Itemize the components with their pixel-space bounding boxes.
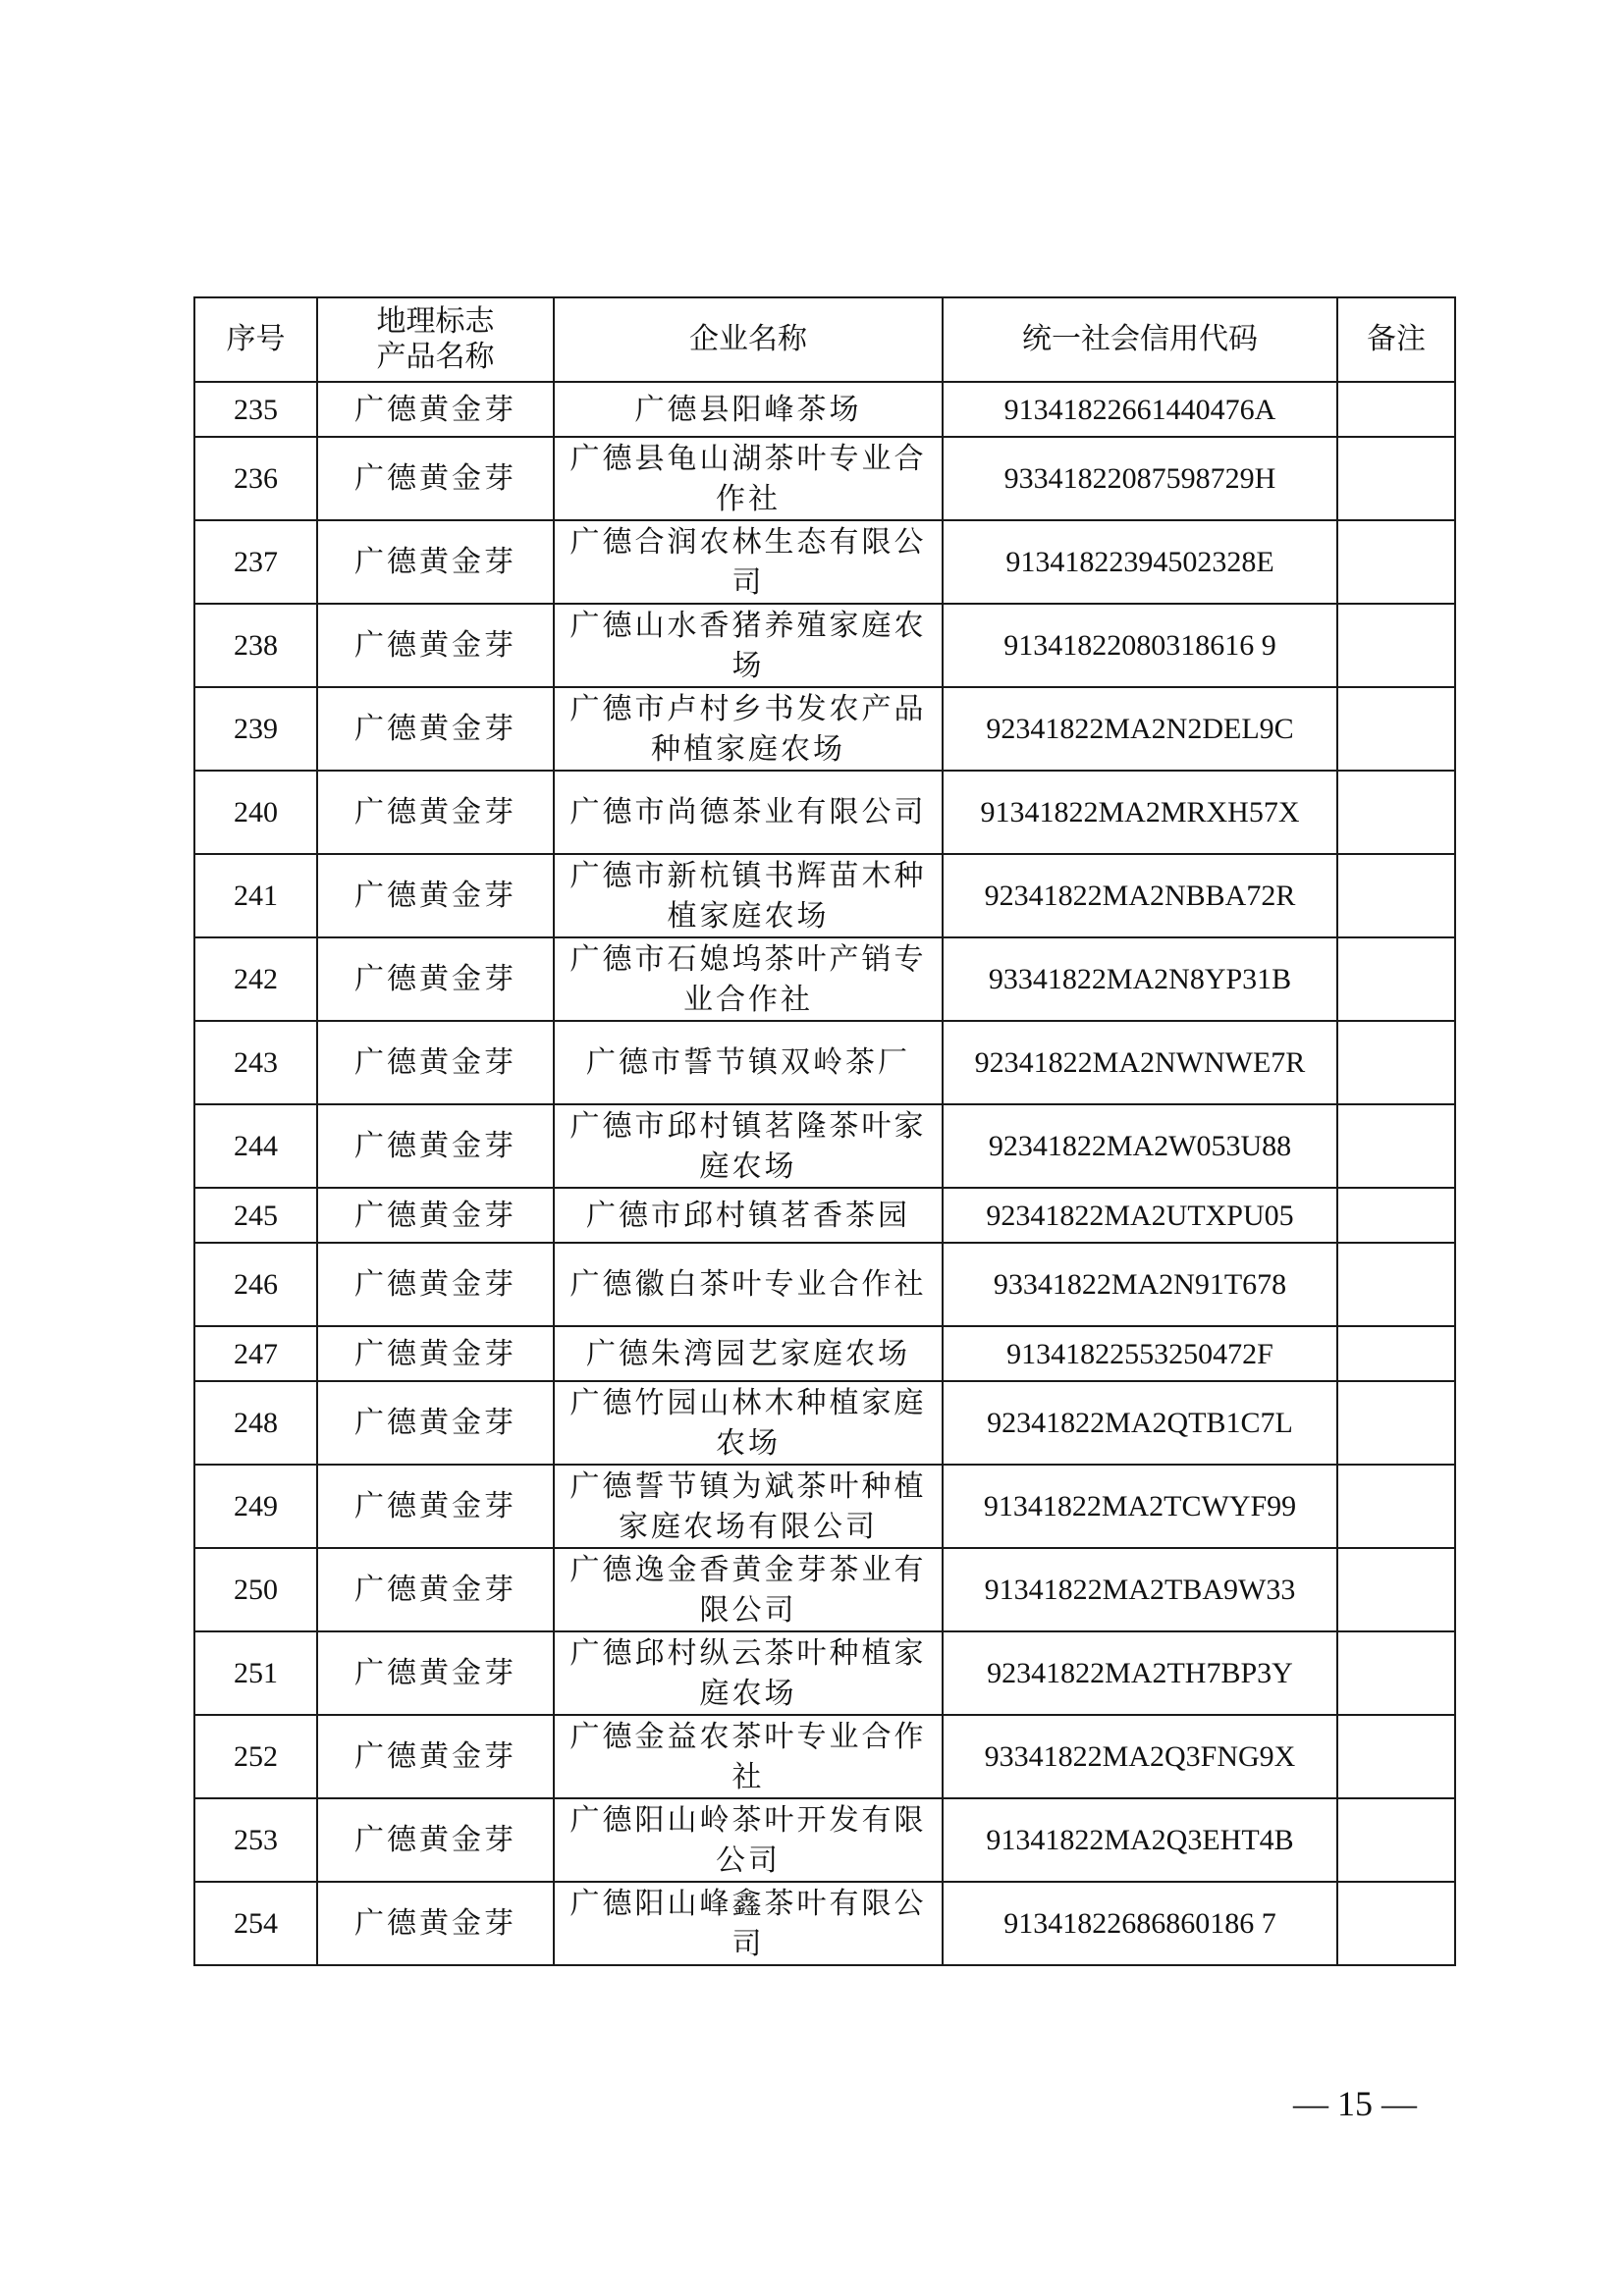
row-number: 235 [194,382,317,437]
table-row [194,1715,1455,1798]
company-name: 广德合润农林生态有限公司 [554,520,943,604]
credit-code: 91341822080318616 9 [943,604,1337,687]
product-name: 广德黄金芽 [317,1715,554,1798]
row-number: 249 [194,1465,317,1548]
table-row [194,604,1455,687]
company-name: 广德朱湾园艺家庭农场 [554,1326,943,1381]
table-row [194,1548,1455,1631]
product-name: 广德黄金芽 [317,604,554,687]
company-name: 广德市邱村镇茗隆茶叶家庭农场 [554,1104,943,1188]
company-name: 广德阳山峰鑫茶叶有限公司 [554,1882,943,1965]
table-row [194,1104,1455,1188]
credit-code: 92341822MA2QTB1C7L [943,1381,1337,1465]
note [1337,687,1455,771]
product-name: 广德黄金芽 [317,1104,554,1188]
row-number: 250 [194,1548,317,1631]
note [1337,937,1455,1021]
row-number: 244 [194,1104,317,1188]
table-row [194,1243,1455,1326]
table-row [194,1465,1455,1548]
table-body [194,382,1455,1965]
product-name: 广德黄金芽 [317,1381,554,1465]
credit-code: 91341822MA2MRXH57X [943,771,1337,854]
note [1337,520,1455,604]
enterprise-table [193,296,1456,1966]
row-number: 239 [194,687,317,771]
header-no: 序号 [194,297,317,382]
product-name: 广德黄金芽 [317,1798,554,1882]
product-name: 广德黄金芽 [317,1021,554,1104]
product-name: 广德黄金芽 [317,382,554,437]
credit-code: 91341822MA2TBA9W33 [943,1548,1337,1631]
row-number: 238 [194,604,317,687]
company-name: 广德市新杭镇书辉苗木种植家庭农场 [554,854,943,937]
table-row [194,937,1455,1021]
credit-code: 91341822553250472F [943,1326,1337,1381]
note [1337,1548,1455,1631]
company-name: 广德市石媳坞茶叶产销专业合作社 [554,937,943,1021]
table-row [194,1798,1455,1882]
note [1337,1326,1455,1381]
row-number: 246 [194,1243,317,1326]
row-number: 236 [194,437,317,520]
table-row [194,1188,1455,1243]
table-row [194,1021,1455,1104]
company-name: 广德阳山岭茶叶开发有限公司 [554,1798,943,1882]
credit-code: 92341822MA2TH7BP3Y [943,1631,1337,1715]
note [1337,437,1455,520]
company-name: 广德市誓节镇双岭茶厂 [554,1021,943,1104]
header-note: 备注 [1337,297,1455,382]
credit-code: 93341822MA2Q3FNG9X [943,1715,1337,1798]
product-name: 广德黄金芽 [317,1465,554,1548]
row-number: 242 [194,937,317,1021]
table-row [194,520,1455,604]
credit-code: 91341822MA2Q3EHT4B [943,1798,1337,1882]
header-product [317,297,554,382]
note [1337,771,1455,854]
credit-code: 92341822MA2N2DEL9C [943,687,1337,771]
product-name: 广德黄金芽 [317,1631,554,1715]
company-name: 广德市尚德茶业有限公司 [554,771,943,854]
row-number: 251 [194,1631,317,1715]
credit-code: 92341822MA2W053U88 [943,1104,1337,1188]
note [1337,1381,1455,1465]
credit-code: 91341822686860186 7 [943,1882,1337,1965]
note [1337,1715,1455,1798]
row-number: 245 [194,1188,317,1243]
company-name: 广德竹园山林木种植家庭农场 [554,1381,943,1465]
credit-code: 92341822MA2NWNWE7R [943,1021,1337,1104]
credit-code: 91341822MA2TCWYF99 [943,1465,1337,1548]
product-name: 广德黄金芽 [317,437,554,520]
table-header [194,297,1455,382]
credit-code: 92341822MA2UTXPU05 [943,1188,1337,1243]
row-number: 254 [194,1882,317,1965]
product-name: 广德黄金芽 [317,687,554,771]
product-name: 广德黄金芽 [317,937,554,1021]
company-name: 广德逸金香黄金芽茶业有限公司 [554,1548,943,1631]
note [1337,1631,1455,1715]
company-name: 广德县龟山湖茶叶专业合作社 [554,437,943,520]
note [1337,1188,1455,1243]
note [1337,382,1455,437]
table-row [194,1631,1455,1715]
credit-code: 91341822394502328E [943,520,1337,604]
header-company: 企业名称 [554,297,943,382]
row-number: 240 [194,771,317,854]
company-name: 广德县阳峰茶场 [554,382,943,437]
table-row [194,854,1455,937]
row-number: 243 [194,1021,317,1104]
note [1337,1021,1455,1104]
table-row [194,1326,1455,1381]
product-name: 广德黄金芽 [317,520,554,604]
credit-code: 92341822MA2NBBA72R [943,854,1337,937]
product-name: 广德黄金芽 [317,1882,554,1965]
table-row [194,771,1455,854]
note [1337,1882,1455,1965]
credit-code: 93341822087598729H [943,437,1337,520]
company-name: 广德金益农茶叶专业合作社 [554,1715,943,1798]
page-number: — 15 — [1293,2084,1417,2123]
product-name: 广德黄金芽 [317,1548,554,1631]
table-row [194,1882,1455,1965]
company-name: 广德邱村纵云茶叶种植家庭农场 [554,1631,943,1715]
product-name: 广德黄金芽 [317,771,554,854]
table-row [194,1381,1455,1465]
note [1337,604,1455,687]
product-name: 广德黄金芽 [317,1188,554,1243]
header-product-line2: 产品名称 [376,340,495,374]
company-name: 广德徽白茶叶专业合作社 [554,1243,943,1326]
row-number: 253 [194,1798,317,1882]
credit-code: 93341822MA2N8YP31B [943,937,1337,1021]
note [1337,854,1455,937]
note [1337,1243,1455,1326]
table-row [194,382,1455,437]
table-row [194,687,1455,771]
company-name: 广德誓节镇为斌茶叶种植家庭农场有限公司 [554,1465,943,1548]
company-name: 广德市邱村镇茗香茶园 [554,1188,943,1243]
note [1337,1465,1455,1548]
product-name: 广德黄金芽 [317,1243,554,1326]
row-number: 248 [194,1381,317,1465]
company-name: 广德山水香猪养殖家庭农场 [554,604,943,687]
note [1337,1104,1455,1188]
note [1337,1798,1455,1882]
row-number: 241 [194,854,317,937]
credit-code: 91341822661440476A [943,382,1337,437]
header-product-line1: 地理标志 [376,304,495,339]
row-number: 252 [194,1715,317,1798]
product-name: 广德黄金芽 [317,1326,554,1381]
table-row [194,437,1455,520]
row-number: 247 [194,1326,317,1381]
header-code: 统一社会信用代码 [943,297,1337,382]
credit-code: 93341822MA2N91T678 [943,1243,1337,1326]
company-name: 广德市卢村乡书发农产品种植家庭农场 [554,687,943,771]
header-row [194,297,1455,382]
row-number: 237 [194,520,317,604]
product-name: 广德黄金芽 [317,854,554,937]
